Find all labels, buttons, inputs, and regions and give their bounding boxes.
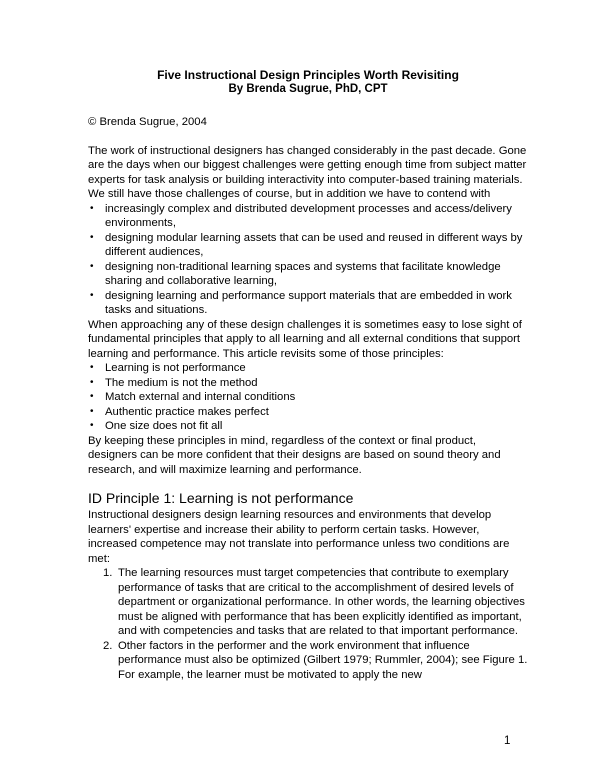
document-author: By Brenda Sugrue, PhD, CPT <box>228 83 388 95</box>
list-item: • Learning is not performance <box>88 361 528 376</box>
list-item: • One size does not fit all <box>88 419 528 434</box>
list-item: • designing learning and performance support materials that are embedded in work tasks and situations. <box>88 289 528 318</box>
list-item: • increasingly complex and distributed development processes and access/delivery environments, <box>88 202 528 231</box>
conditions-list <box>88 566 528 682</box>
page-number: 1 <box>504 735 511 747</box>
intro-bullet-list <box>88 202 528 318</box>
body-paragraph: Instructional designers design learning resources and environments that develop learners' expertise and increase their ability to perform certain tasks. However, increased competence may not translate into performance unless two conditions are met: <box>88 509 510 565</box>
body-paragraph: By keeping these principles in mind, regardless of the context or final product, designers can be more confident that their designs are based on sound theory and research, and will maximize learning and performance. <box>88 434 501 476</box>
list-item: • designing modular learning assets that can be used and reused in different ways by different audiences, <box>88 231 528 260</box>
intro-paragraph: The work of instructional designers has changed considerably in the past decade. Gone are the days when our biggest challenges were getting enough time from subject matter experts for task analysis or building interactivity into computer-based training materials. We still have those challenges of course, but in addition we have to contend with <box>88 144 527 200</box>
list-item: • Authentic practice makes perfect <box>88 405 528 420</box>
section-heading: ID Principle 1: Learning is not performance <box>88 490 354 506</box>
list-item-text: Other factors in the performer and the work environment that influence performance must also be optimized (Gilbert 1979; Rummler, 2004); see Figure 1. For example, the learner must be motivated to apply the new <box>118 639 528 681</box>
list-item <box>88 639 528 683</box>
copyright-line: © Brenda Sugrue, 2004 <box>88 116 207 128</box>
principles-list <box>88 361 528 434</box>
list-item-number: 2. <box>103 639 113 652</box>
list-item: • Match external and internal conditions <box>88 390 528 405</box>
list-item <box>88 566 528 639</box>
list-item: • The medium is not the method <box>88 376 528 391</box>
list-item: • designing non-traditional learning spaces and systems that facilitate knowledge sharing and collaborative learning, <box>88 260 528 289</box>
document-title: Five Instructional Design Principles Worth Revisiting <box>157 68 459 82</box>
list-item-text: The learning resources must target competencies that contribute to exemplary performance of tasks that are critical to the accomplishment of desired levels of department or organizational performance. In other words, the learning objectives must be aligned with performance that has been explicitly identified as important, and with competencies and tasks that are related to that important performance. <box>118 567 525 637</box>
body-paragraph: When approaching any of these design challenges it is sometimes easy to lose sight of fundamental principles that apply to all learning and all external conditions that support learning and performance. This article revisits some of those principles: <box>88 318 522 360</box>
list-item-number: 1. <box>103 567 113 579</box>
document-page <box>88 68 528 682</box>
